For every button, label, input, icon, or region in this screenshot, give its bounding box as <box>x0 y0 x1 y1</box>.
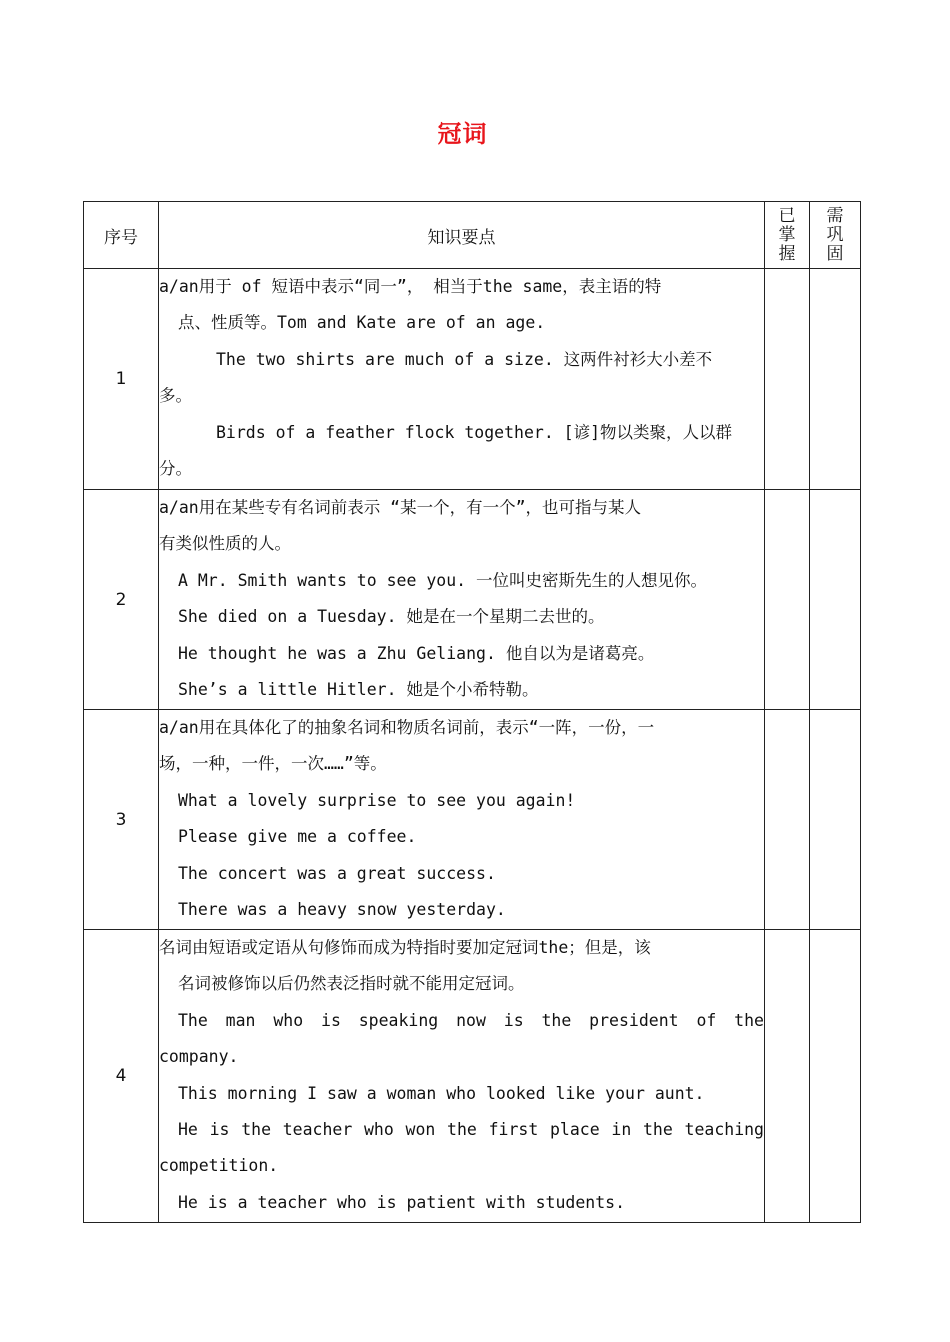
mastered-check-cell[interactable] <box>765 930 810 1223</box>
row-content <box>159 269 765 490</box>
page-title: 冠词 <box>437 120 488 148</box>
mastered-check-cell[interactable] <box>765 269 810 490</box>
row-number: 4 <box>84 930 159 1223</box>
content-line: 点、性质等。Tom and Kate are of an age. <box>178 313 546 333</box>
header-review <box>810 202 861 269</box>
header-row <box>84 202 861 269</box>
content-line: a/an用在某些专有名词前表示 “某一个，有一个”，也可指与某人 <box>159 498 642 517</box>
row-content <box>159 490 765 710</box>
row-number: 3 <box>84 710 159 930</box>
content-line: She died on a Tuesday. 她是在一个星期二去世的。 <box>178 607 605 627</box>
content-line: a/an用在具体化了的抽象名词和物质名词前，表示“一阵，一份，一 <box>159 718 655 737</box>
content-line: 分。 <box>159 459 192 479</box>
content-line: competition. <box>159 1156 279 1176</box>
content-line: 多。 <box>159 386 192 406</box>
content-line: 场，一种，一件，一次……”等。 <box>159 754 387 774</box>
content-line: The concert was a great success. <box>178 863 496 883</box>
content-line: There was a heavy snow yesterday. <box>178 900 506 920</box>
content-line: The man who is speaking now is the president of the <box>178 1010 764 1030</box>
knowledge-table <box>83 201 861 1223</box>
review-check-cell[interactable] <box>810 490 861 710</box>
content-line: 有类似性质的人。 <box>159 534 291 554</box>
content-line: Birds of a feather flock together. [谚]物以类聚，人以群 <box>216 422 733 442</box>
review-check-cell[interactable] <box>810 269 861 490</box>
review-check-cell[interactable] <box>810 930 861 1223</box>
row-number: 1 <box>84 269 159 490</box>
content-line: She’s a little Hitler. 她是个小希特勒。 <box>178 680 539 700</box>
header-review-label: 需巩固 <box>826 205 844 264</box>
content-line: a/an用于 of 短语中表示“同一”， 相当于the same，表主语的特 <box>159 277 662 296</box>
table-row <box>84 710 861 930</box>
header-mastered-label: 已掌握 <box>778 205 796 264</box>
content-line: He thought he was a Zhu Geliang. 他自以为是诸葛亮。 <box>178 643 655 663</box>
content-line: company. <box>159 1047 239 1067</box>
header-points: 知识要点 <box>159 202 765 269</box>
row-content <box>159 710 765 930</box>
header-mastered <box>765 202 810 269</box>
mastered-check-cell[interactable] <box>765 710 810 930</box>
row-number: 2 <box>84 490 159 710</box>
content-line: He is a teacher who is patient with students. <box>178 1192 626 1212</box>
content-line: He is the teacher who won the first place in the teaching <box>178 1120 764 1140</box>
content-line: The two shirts are much of a size. 这两件衬衫大小差不 <box>216 349 713 369</box>
content-line: What a lovely surprise to see you again! <box>178 790 576 810</box>
content-line: A Mr. Smith wants to see you. 一位叫史密斯先生的人想见你。 <box>178 570 708 590</box>
table-row <box>84 269 861 490</box>
content-line: Please give me a coffee. <box>178 827 417 847</box>
content-line: This morning I saw a woman who looked like your aunt. <box>178 1083 705 1103</box>
content-line: 名词被修饰以后仍然表泛指时就不能用定冠词。 <box>178 974 525 994</box>
content-line: 名词由短语或定语从句修饰而成为特指时要加定冠词the；但是，该 <box>159 938 651 957</box>
header-index: 序号 <box>84 202 159 269</box>
row-content <box>159 930 765 1223</box>
table-row <box>84 930 861 1223</box>
review-check-cell[interactable] <box>810 710 861 930</box>
mastered-check-cell[interactable] <box>765 490 810 710</box>
table-row <box>84 490 861 710</box>
